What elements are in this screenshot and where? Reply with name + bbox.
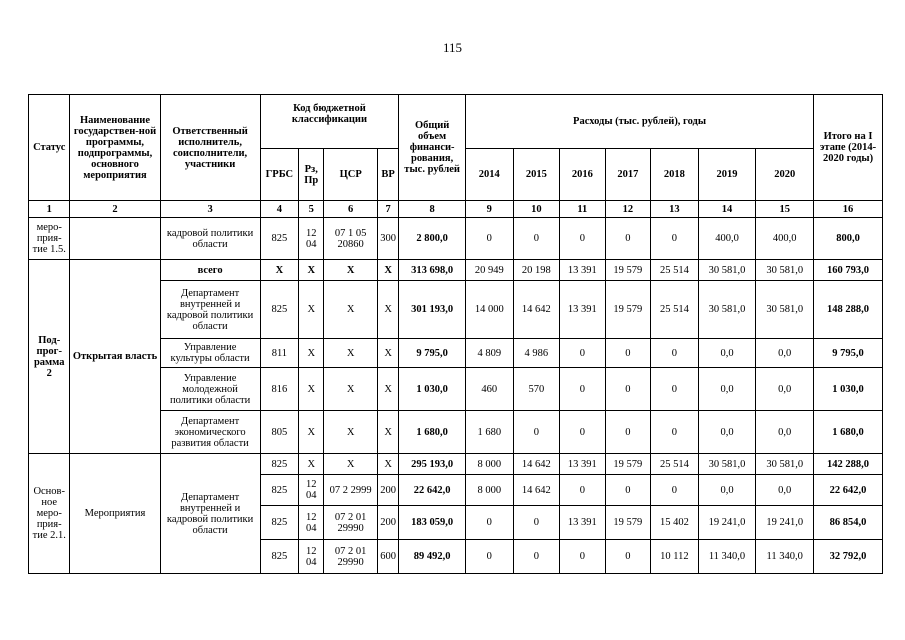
- cell-grbs: 825: [260, 218, 298, 260]
- cell-total: 1 030,0: [399, 368, 466, 411]
- column-number: 2: [70, 201, 160, 218]
- budget-table: [28, 94, 883, 574]
- header-year: 2017: [605, 149, 651, 201]
- cell-csr: X: [324, 454, 378, 475]
- cell-year: 0: [513, 506, 560, 540]
- cell-grbs: 816: [260, 368, 298, 411]
- cell-year: 400,0: [756, 218, 814, 260]
- cell-rzpr: X: [299, 339, 324, 368]
- cell-total: 295 193,0: [399, 454, 466, 475]
- cell-year: 0,0: [698, 368, 756, 411]
- cell-total: 9 795,0: [399, 339, 466, 368]
- header-year: 2019: [698, 149, 756, 201]
- header-year: 2016: [560, 149, 606, 201]
- cell-year: 19 241,0: [698, 506, 756, 540]
- cell-total: 22 642,0: [399, 475, 466, 506]
- cell-year: 14 642: [513, 454, 560, 475]
- cell-year: 0,0: [698, 475, 756, 506]
- cell-vr: 600: [377, 540, 398, 574]
- cell-name: Открытая власть: [70, 260, 160, 454]
- cell-executor: кадровой политики области: [160, 218, 260, 260]
- cell-year: 0: [513, 218, 560, 260]
- cell-rzpr: 12 04: [299, 506, 324, 540]
- cell-year: 0,0: [756, 411, 814, 454]
- column-number: 7: [377, 201, 398, 218]
- cell-year: 25 514: [651, 454, 699, 475]
- header-grbs: ГРБС: [260, 149, 298, 201]
- column-number-row: [29, 201, 883, 218]
- cell-total: 2 800,0: [399, 218, 466, 260]
- cell-grbs: 811: [260, 339, 298, 368]
- cell-year: 0,0: [698, 411, 756, 454]
- cell-grbs: 825: [260, 540, 298, 574]
- column-number: 11: [560, 201, 606, 218]
- cell-year: 0: [560, 368, 606, 411]
- cell-year: 0: [560, 475, 606, 506]
- cell-year: 0: [560, 540, 606, 574]
- cell-year: 400,0: [698, 218, 756, 260]
- cell-year: 14 000: [466, 281, 514, 339]
- cell-rzpr: X: [299, 411, 324, 454]
- cell-grbs: 825: [260, 506, 298, 540]
- cell-year: 30 581,0: [698, 454, 756, 475]
- cell-year: 0: [605, 475, 651, 506]
- column-number: 1: [29, 201, 70, 218]
- cell-total: 89 492,0: [399, 540, 466, 574]
- cell-csr: 07 2 01 29990: [324, 540, 378, 574]
- header-csr: ЦСР: [324, 149, 378, 201]
- cell-stage-total: 9 795,0: [814, 339, 883, 368]
- cell-executor: Управление культуры области: [160, 339, 260, 368]
- header-year: 2014: [466, 149, 514, 201]
- cell-year: 19 579: [605, 281, 651, 339]
- cell-year: 0: [651, 475, 699, 506]
- cell-vr: X: [377, 368, 398, 411]
- cell-year: 13 391: [560, 506, 606, 540]
- column-number: 3: [160, 201, 260, 218]
- cell-status: Основ-ное меро-прия-тие 2.1.: [29, 454, 70, 574]
- cell-year: 0,0: [756, 339, 814, 368]
- table-header: [29, 95, 883, 218]
- cell-csr: 07 1 05 20860: [324, 218, 378, 260]
- cell-year: 0: [651, 339, 699, 368]
- cell-year: 0: [605, 411, 651, 454]
- cell-year: 0: [560, 411, 606, 454]
- cell-vr: 300: [377, 218, 398, 260]
- cell-rzpr: 12 04: [299, 475, 324, 506]
- cell-rzpr: 12 04: [299, 218, 324, 260]
- cell-csr: X: [324, 339, 378, 368]
- column-number: 6: [324, 201, 378, 218]
- header-year: 2018: [651, 149, 699, 201]
- cell-name: [70, 218, 160, 260]
- cell-year: 0: [605, 540, 651, 574]
- cell-year: 13 391: [560, 454, 606, 475]
- cell-grbs: X: [260, 260, 298, 281]
- column-number: 14: [698, 201, 756, 218]
- cell-year: 0: [560, 218, 606, 260]
- cell-vr: X: [377, 411, 398, 454]
- cell-stage-total: 160 793,0: [814, 260, 883, 281]
- cell-csr: 07 2 2999: [324, 475, 378, 506]
- cell-year: 14 642: [513, 281, 560, 339]
- cell-year: 8 000: [466, 475, 514, 506]
- cell-year: 8 000: [466, 454, 514, 475]
- cell-year: 15 402: [651, 506, 699, 540]
- cell-year: 0,0: [698, 339, 756, 368]
- cell-year: 0: [466, 506, 514, 540]
- cell-stage-total: 32 792,0: [814, 540, 883, 574]
- cell-year: 0: [651, 368, 699, 411]
- cell-vr: X: [377, 281, 398, 339]
- table-row: [29, 260, 883, 281]
- cell-csr: X: [324, 260, 378, 281]
- header-year: 2015: [513, 149, 560, 201]
- cell-csr: 07 2 01 29990: [324, 506, 378, 540]
- cell-rzpr: X: [299, 281, 324, 339]
- cell-rzpr: X: [299, 454, 324, 475]
- cell-year: 30 581,0: [698, 260, 756, 281]
- cell-csr: X: [324, 281, 378, 339]
- cell-stage-total: 1 030,0: [814, 368, 883, 411]
- cell-grbs: 825: [260, 281, 298, 339]
- cell-year: 11 340,0: [756, 540, 814, 574]
- cell-year: 0: [513, 411, 560, 454]
- table-row: [29, 218, 883, 260]
- cell-year: 13 391: [560, 281, 606, 339]
- cell-executor: Департамент внутренней и кадровой политики области: [160, 454, 260, 574]
- cell-year: 0: [466, 218, 514, 260]
- column-number: 4: [260, 201, 298, 218]
- cell-grbs: 805: [260, 411, 298, 454]
- header-stage-total: Итого на I этапе (2014-2020 годы): [814, 95, 883, 201]
- cell-year: 0: [560, 339, 606, 368]
- cell-csr: X: [324, 368, 378, 411]
- header-expenses: Расходы (тыс. рублей), годы: [466, 95, 814, 149]
- cell-csr: X: [324, 411, 378, 454]
- cell-year: 19 579: [605, 454, 651, 475]
- cell-name: Мероприятия: [70, 454, 160, 574]
- cell-year: 11 340,0: [698, 540, 756, 574]
- cell-total: 301 193,0: [399, 281, 466, 339]
- cell-year: 25 514: [651, 260, 699, 281]
- cell-year: 30 581,0: [756, 281, 814, 339]
- column-number: 8: [399, 201, 466, 218]
- column-number: 16: [814, 201, 883, 218]
- cell-rzpr: 12 04: [299, 540, 324, 574]
- cell-year: 0: [651, 218, 699, 260]
- cell-stage-total: 1 680,0: [814, 411, 883, 454]
- cell-year: 0: [651, 411, 699, 454]
- table-row: [29, 454, 883, 475]
- cell-year: 20 198: [513, 260, 560, 281]
- cell-executor: Управление молодежной политики области: [160, 368, 260, 411]
- cell-year: 0: [513, 540, 560, 574]
- cell-year: 14 642: [513, 475, 560, 506]
- cell-vr: X: [377, 454, 398, 475]
- cell-year: 30 581,0: [698, 281, 756, 339]
- cell-stage-total: 148 288,0: [814, 281, 883, 339]
- header-year: 2020: [756, 149, 814, 201]
- cell-year: 19 579: [605, 260, 651, 281]
- cell-year: 0: [466, 540, 514, 574]
- cell-year: 0,0: [756, 475, 814, 506]
- cell-executor: Департамент внутренней и кадровой политики области: [160, 281, 260, 339]
- cell-year: 30 581,0: [756, 260, 814, 281]
- cell-rzpr: X: [299, 260, 324, 281]
- cell-vr: 200: [377, 475, 398, 506]
- cell-year: 30 581,0: [756, 454, 814, 475]
- column-number: 10: [513, 201, 560, 218]
- column-number: 13: [651, 201, 699, 218]
- column-number: 12: [605, 201, 651, 218]
- column-number: 5: [299, 201, 324, 218]
- cell-year: 570: [513, 368, 560, 411]
- cell-year: 13 391: [560, 260, 606, 281]
- cell-total: 1 680,0: [399, 411, 466, 454]
- cell-year: 0,0: [756, 368, 814, 411]
- cell-total: 313 698,0: [399, 260, 466, 281]
- cell-year: 4 986: [513, 339, 560, 368]
- column-number: 9: [466, 201, 514, 218]
- cell-year: 460: [466, 368, 514, 411]
- cell-year: 1 680: [466, 411, 514, 454]
- header-vr: ВР: [377, 149, 398, 201]
- cell-year: 0: [605, 339, 651, 368]
- cell-year: 19 241,0: [756, 506, 814, 540]
- cell-executor: всего: [160, 260, 260, 281]
- cell-stage-total: 86 854,0: [814, 506, 883, 540]
- cell-year: 19 579: [605, 506, 651, 540]
- cell-stage-total: 142 288,0: [814, 454, 883, 475]
- cell-vr: X: [377, 260, 398, 281]
- cell-status: Под-прог-рамма 2: [29, 260, 70, 454]
- header-executor: Ответственный исполнитель, соисполнители, участники: [160, 95, 260, 201]
- cell-year: 20 949: [466, 260, 514, 281]
- column-number: 15: [756, 201, 814, 218]
- cell-grbs: 825: [260, 454, 298, 475]
- header-total-volume: Общий объем финанси-рования, тыс. рублей: [399, 95, 466, 201]
- cell-rzpr: X: [299, 368, 324, 411]
- cell-stage-total: 22 642,0: [814, 475, 883, 506]
- cell-grbs: 825: [260, 475, 298, 506]
- cell-executor: Департамент экономического развития области: [160, 411, 260, 454]
- cell-year: 0: [605, 218, 651, 260]
- cell-year: 10 112: [651, 540, 699, 574]
- header-budget-code: Код бюджетной классификации: [260, 95, 399, 149]
- cell-year: 4 809: [466, 339, 514, 368]
- header-name: Наименование государствен-ной программы, подпрограммы, основного мероприятия: [70, 95, 160, 201]
- cell-stage-total: 800,0: [814, 218, 883, 260]
- cell-vr: 200: [377, 506, 398, 540]
- cell-total: 183 059,0: [399, 506, 466, 540]
- header-rzpr: Рз, Пр: [299, 149, 324, 201]
- header-status: Статус: [29, 95, 70, 201]
- cell-vr: X: [377, 339, 398, 368]
- cell-year: 25 514: [651, 281, 699, 339]
- cell-year: 0: [605, 368, 651, 411]
- page-number: 115: [442, 40, 463, 55]
- cell-status: меро-прия-тие 1.5.: [29, 218, 70, 260]
